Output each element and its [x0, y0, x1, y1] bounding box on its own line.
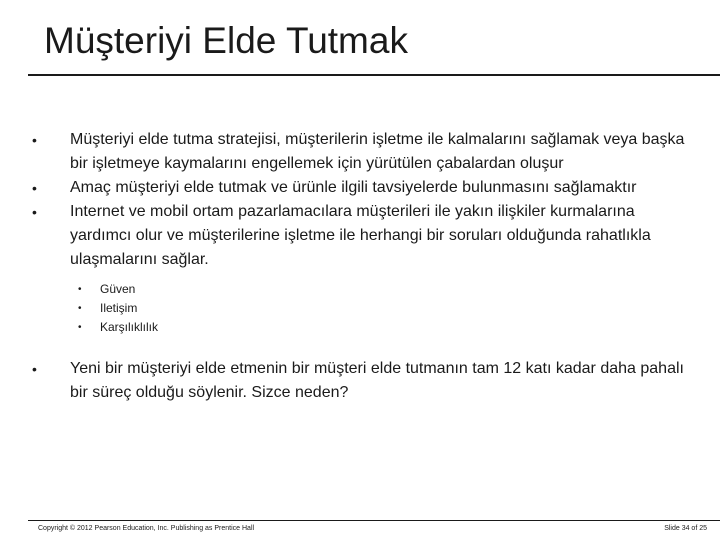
footer-divider	[28, 520, 720, 521]
bullet-item	[30, 200, 685, 272]
bullet-dot-icon: •	[32, 180, 37, 196]
title-divider	[28, 74, 720, 76]
bullet-dot-icon: •	[32, 204, 37, 220]
sub-bullet-text: Güven	[100, 282, 136, 296]
bullet-dot-icon: •	[78, 303, 82, 314]
slide-content	[30, 128, 685, 405]
footer-slide-number: Slide 34 of 25	[664, 525, 707, 532]
bullet-dot-icon: •	[32, 132, 37, 148]
bullet-text: Amaç müşteriyi elde tutmak ve ürünle ilgili tavsiyelerde bulunmasını sağlamaktır	[70, 179, 637, 196]
sub-bullet-text: Iletişim	[100, 301, 138, 315]
footer-copyright: Copyright © 2012 Pearson Education, Inc. Publishing as Prentice Hall	[38, 525, 255, 532]
bullet-dot-icon: •	[78, 322, 82, 333]
sub-bullet-item	[76, 299, 685, 318]
bullet-item	[30, 128, 685, 176]
bullet-dot-icon: •	[32, 361, 37, 377]
sub-bullet-item	[76, 318, 685, 337]
sub-bullet-item	[76, 280, 685, 299]
sub-bullet-list	[76, 280, 685, 337]
sub-bullet-text: Karşılıklılık	[100, 320, 159, 334]
bullet-text: Yeni bir müşteriyi elde etmenin bir müşteri elde tutmanın tam 12 katı kadar daha pahalı bir süreç olduğu söylenir. Sizce neden?	[70, 360, 684, 401]
bullet-dot-icon: •	[78, 284, 82, 295]
bullet-item	[30, 176, 685, 200]
bullet-item	[30, 357, 685, 405]
bullet-text: Müşteriyi elde tutma stratejisi, müşterilerin işletme ile kalmalarını sağlamak veya başka bir işletmeye kaymalarını engellemek için yürütülen çabalardan oluşur	[70, 131, 685, 172]
bullet-text: Internet ve mobil ortam pazarlamacılara müşterileri ile yakın ilişkiler kurmalarına yardımcı olur ve müşterilerine işletme ile herhangi bir soruları olduğunda rahatlıkla ulaşmalarını sağlar.	[70, 203, 651, 268]
slide-title: Müşteriyi Elde Tutmak	[44, 20, 408, 61]
